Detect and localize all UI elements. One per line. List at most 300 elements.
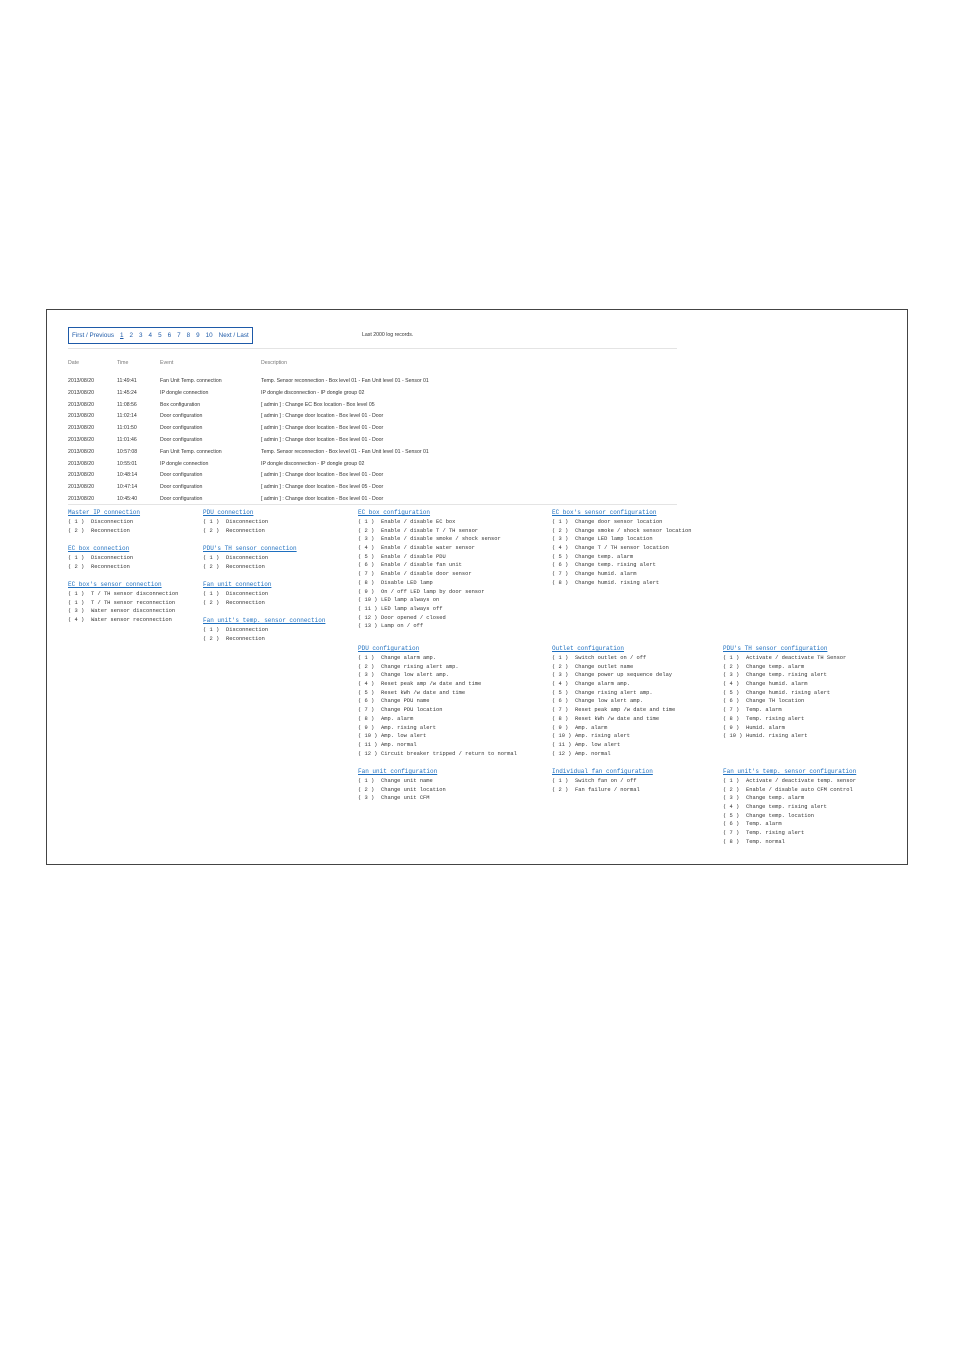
legend-label: Temp. alarm <box>746 821 782 828</box>
legend-label: Reset kWh /w date and time <box>381 689 466 696</box>
legend-code: ( 7 ) <box>358 707 375 714</box>
legend-item <box>358 741 517 750</box>
legend-code: ( 1 ) <box>68 555 85 561</box>
legend-label: LED lamp always off <box>381 605 443 612</box>
legend-item <box>552 777 653 786</box>
first-previous-link[interactable]: First / Previous <box>72 332 114 339</box>
legend-label: Amp. alarm <box>381 715 414 722</box>
legend-code: ( 2 ) <box>203 563 220 570</box>
log-time: 10:48:14 <box>117 472 138 479</box>
legend-label: Enable / disable EC box <box>381 519 456 525</box>
legend-label: Change low alert amp. <box>381 672 449 679</box>
log-event: Door configuration <box>160 472 203 479</box>
legend-title[interactable]: Fan unit connection <box>203 581 272 588</box>
legend-item <box>552 706 675 715</box>
legend-code: ( 1 ) <box>358 778 375 784</box>
legend-item <box>552 535 691 544</box>
legend-code: ( 3 ) <box>358 795 375 802</box>
legend-item <box>552 689 675 698</box>
legend-item <box>723 724 846 733</box>
legend-label: Humid. alarm <box>746 724 785 731</box>
legend-label: Change low alert amp. <box>575 698 643 705</box>
legend-label: Amp. rising alert <box>575 733 630 740</box>
legend-label: Change temp. rising alert <box>746 804 827 811</box>
legend-code: ( 3 ) <box>552 672 569 679</box>
legend-label: Enable / disable water sensor <box>381 545 475 552</box>
legend-code: ( 1 ) <box>68 599 85 606</box>
legend-code: ( 6 ) <box>723 821 740 828</box>
legend-item <box>723 706 846 715</box>
log-description: [ admin ] : Change door location - Box level 01 - Door <box>261 495 384 502</box>
legend-label: Circuit breaker tripped / return to normal <box>381 750 517 757</box>
legend-label: Change outlet name <box>575 663 634 670</box>
legend-title[interactable]: PDU's TH sensor connection <box>203 545 297 552</box>
legend-item <box>68 590 178 599</box>
legend-code: ( 2 ) <box>203 635 220 642</box>
legend-item <box>723 829 856 838</box>
legend-label: Fan failure / normal <box>575 786 640 793</box>
legend-code: ( 5 ) <box>723 689 740 696</box>
legend-code: ( 11 ) <box>358 741 378 748</box>
log-description: [ admin ] : Change door location - Box level 01 - Door <box>261 425 384 432</box>
legend-code: ( 9 ) <box>358 588 375 595</box>
legend-item <box>68 527 140 536</box>
log-date: 2013/08/20 <box>68 484 94 491</box>
legend-item <box>552 724 675 733</box>
log-time: 11:01:50 <box>117 425 137 432</box>
legend-label: Activate / deactivate TH Sensor <box>746 655 847 661</box>
legend-label: Reconnection <box>91 527 130 534</box>
legend-title[interactable]: Fan unit's temp. sensor connection <box>203 617 326 624</box>
legend-item <box>358 535 501 544</box>
legend-code: ( 4 ) <box>358 681 375 688</box>
legend-item <box>723 820 856 829</box>
legend-item <box>723 838 856 847</box>
log-date: 2013/08/20 <box>68 389 94 396</box>
legend-code: ( 7 ) <box>358 571 375 578</box>
legend-label: Change temp. rising alert <box>746 672 827 679</box>
legend-code: ( 12 ) <box>358 750 378 757</box>
legend-label: Humid. rising alert <box>746 733 808 740</box>
legend-code: ( 5 ) <box>552 689 569 696</box>
legend-label: Disconnection <box>226 591 269 597</box>
legend-code: ( 4 ) <box>723 681 740 688</box>
legend-label: Disable LED lamp <box>381 579 433 586</box>
legend-item <box>552 697 675 706</box>
legend-item <box>203 599 271 608</box>
log-time: 11:02:14 <box>117 413 137 420</box>
page-link-9[interactable]: 9 <box>196 332 200 339</box>
legend-code: ( 1 ) <box>203 591 220 597</box>
legend-label: Disconnection <box>226 519 269 525</box>
legend-code: ( 5 ) <box>358 689 375 696</box>
legend-item <box>68 563 133 572</box>
legend-item <box>358 715 517 724</box>
legend-fan-unit-connection <box>203 580 271 607</box>
legend-item <box>358 794 446 803</box>
record-count-note: Last 2000 log records. <box>362 332 414 338</box>
log-description: [ admin ] : Change door location - Box level 01 - Door <box>261 436 384 443</box>
legend-title[interactable]: Master IP connection <box>68 509 141 516</box>
legend-label: Amp. alarm <box>575 724 608 731</box>
legend-item <box>358 689 517 698</box>
legend-label: Change temp. alarm <box>746 663 805 670</box>
page-link-7[interactable]: 7 <box>177 332 181 339</box>
legend-code: ( 8 ) <box>358 579 375 586</box>
legend-label: Activate / deactivate temp. sensor <box>746 778 856 784</box>
legend-code: ( 1 ) <box>723 778 740 784</box>
log-description: [ admin ] : Change door location - Box level 05 - Door <box>261 484 384 491</box>
legend-code: ( 2 ) <box>68 563 85 570</box>
legend-title[interactable]: Individual fan configuration <box>552 768 653 775</box>
legend-code: ( 2 ) <box>203 599 220 606</box>
legend-ec-box-connection <box>68 544 133 571</box>
legend-label: On / off LED lamp by door sensor <box>381 588 485 595</box>
legend-label: Change temp. alarm <box>746 795 805 802</box>
legend-code: ( 7 ) <box>723 707 740 714</box>
legend-title[interactable]: EC box configuration <box>358 509 431 516</box>
legend-item <box>552 786 653 795</box>
log-time: 10:45:40 <box>117 495 138 502</box>
legend-item <box>203 527 268 536</box>
legend-label: Enable / disable PDU <box>381 553 446 560</box>
legend-code: ( 1 ) <box>68 519 85 525</box>
legend-title[interactable]: PDU's TH sensor configuration <box>723 645 828 652</box>
legend-code: ( 6 ) <box>358 562 375 569</box>
legend-code: ( 12 ) <box>552 750 572 757</box>
legend-item <box>723 732 846 741</box>
page-link-2[interactable]: 2 <box>129 332 134 339</box>
legend-item <box>723 663 846 672</box>
legend-item <box>358 777 446 786</box>
legend-label: Reconnection <box>91 563 130 570</box>
legend-fan-unit-temp-sensor-connection <box>203 616 325 643</box>
log-panel <box>46 309 908 865</box>
legend-label: Temp. rising alert <box>746 715 805 722</box>
legend-item <box>358 697 517 706</box>
legend-label: Reconnection <box>226 599 265 606</box>
legend-code: ( 1 ) <box>552 519 569 525</box>
legend-item <box>552 553 691 562</box>
legend-title[interactable]: Fan unit configuration <box>358 768 438 775</box>
log-event: Door configuration <box>160 484 203 491</box>
legend-item <box>203 554 297 563</box>
legend-label: Disconnection <box>91 555 134 561</box>
legend-label: Switch fan on / off <box>575 778 637 784</box>
legend-code: ( 11 ) <box>358 605 378 612</box>
legend-label: Door opened / closed <box>381 614 446 621</box>
log-event: Fan Unit Temp. connection <box>160 448 222 455</box>
legend-item <box>552 680 675 689</box>
legend-title[interactable]: Fan unit's temp. sensor configuration <box>723 768 857 775</box>
log-time: 10:57:08 <box>117 448 138 455</box>
log-event: Door configuration <box>160 425 203 432</box>
legend-item <box>723 803 856 812</box>
legend-label: Change unit CFM <box>381 795 430 802</box>
legend-code: ( 10 ) <box>358 733 378 740</box>
legend-code: ( 7 ) <box>723 830 740 837</box>
legend-item <box>723 654 846 663</box>
legend-item <box>552 663 675 672</box>
legend-code: ( 5 ) <box>552 553 569 560</box>
legend-label: Change smoke / shock sensor location <box>575 527 692 534</box>
legend-code: ( 10 ) <box>723 733 743 740</box>
legend-item <box>358 680 517 689</box>
log-description: Temp. Sensor reconnection - Box level 01 - Fan Unit level 01 - Sensor 01 <box>261 448 429 455</box>
legend-item <box>723 812 856 821</box>
log-date: 2013/08/20 <box>68 495 94 502</box>
legend-label: Reconnection <box>226 527 265 534</box>
legend-code: ( 8 ) <box>723 838 740 845</box>
legend-pdu-configuration <box>358 644 517 758</box>
legend-item <box>358 706 517 715</box>
legend-label: Amp. low alert <box>381 733 427 740</box>
legend-code: ( 2 ) <box>358 663 375 670</box>
log-event: IP dongle connection <box>160 460 209 467</box>
legend-code: ( 1 ) <box>203 627 220 633</box>
legend-code: ( 10 ) <box>358 597 378 604</box>
page-link-8[interactable]: 8 <box>186 332 191 339</box>
legend-code: ( 4 ) <box>723 804 740 811</box>
legend-label: Change door sensor location <box>575 519 663 525</box>
legend-label: Reset peak amp /w date and time <box>381 681 482 688</box>
legend-code: ( 1 ) <box>723 655 740 661</box>
legend-item <box>723 786 856 795</box>
log-description: [ admin ] : Change door location - Box level 01 - Door <box>261 413 384 420</box>
legend-label: Reset peak amp /w date and time <box>575 707 676 714</box>
legend-label: Change temp. rising alert <box>575 562 656 569</box>
log-date: 2013/08/20 <box>68 460 94 467</box>
legend-label: Enable / disable smoke / shock sensor <box>381 536 501 543</box>
log-description: IP dongle disconnection - IP dongle group 02 <box>261 460 365 467</box>
legend-item <box>203 518 268 527</box>
legend-item <box>68 616 178 625</box>
legend-code: ( 3 ) <box>552 536 569 543</box>
legend-code: ( 2 ) <box>723 663 740 670</box>
legend-label: Change power up sequence delay <box>575 672 673 679</box>
legend-code: ( 3 ) <box>723 795 740 802</box>
legend-title[interactable]: PDU connection <box>203 509 254 516</box>
legend-item <box>552 671 675 680</box>
legend-label: Change temp. location <box>746 812 814 819</box>
legend-item <box>358 553 501 562</box>
legend-item <box>358 671 517 680</box>
legend-label: Change temp. alarm <box>575 553 634 560</box>
legend-label: Change unit name <box>381 778 433 784</box>
legend-item <box>68 607 178 616</box>
page-link-6[interactable]: 6 <box>167 332 172 339</box>
legend-label: Change humid. rising alert <box>575 579 660 586</box>
legend-fan-unit-temp-sensor-configuration <box>723 767 856 847</box>
legend-pdu-th-sensor-configuration <box>723 644 846 741</box>
divider <box>68 504 677 505</box>
legend-title[interactable]: EC box's sensor configuration <box>552 509 657 516</box>
legend-item <box>552 561 691 570</box>
legend-item <box>552 741 675 750</box>
legend-item <box>552 654 675 663</box>
legend-item <box>203 635 325 644</box>
legend-label: Disconnection <box>91 519 134 525</box>
legend-code: ( 7 ) <box>552 707 569 714</box>
header-event: Event <box>160 360 174 366</box>
legend-item <box>358 654 517 663</box>
legend-code: ( 5 ) <box>358 553 375 560</box>
legend-item <box>723 671 846 680</box>
legend-title[interactable]: EC box connection <box>68 545 130 552</box>
page-link-3[interactable]: 3 <box>139 332 143 339</box>
legend-label: Change TH location <box>746 698 805 705</box>
header-time: Time <box>117 360 129 366</box>
legend-label: Change alarm amp. <box>575 681 630 688</box>
log-event: Door configuration <box>160 413 203 420</box>
legend-code: ( 2 ) <box>358 527 375 534</box>
legend-code: ( 6 ) <box>723 698 740 705</box>
pagination <box>68 327 253 344</box>
page-link-4[interactable]: 4 <box>148 332 153 339</box>
legend-code: ( 1 ) <box>203 519 220 525</box>
legend-item <box>358 732 517 741</box>
legend-item <box>723 697 846 706</box>
legend-label: Temp. alarm <box>746 707 782 714</box>
legend-code: ( 4 ) <box>552 545 569 552</box>
legend-label: Amp. rising alert <box>381 724 436 731</box>
legend-code: ( 2 ) <box>68 527 85 534</box>
legend-code: ( 2 ) <box>723 786 740 793</box>
legend-item <box>203 626 325 635</box>
legend-code: ( 13 ) <box>358 623 378 630</box>
legend-code: ( 5 ) <box>723 812 740 819</box>
legend-code: ( 1 ) <box>358 519 375 525</box>
log-date: 2013/08/20 <box>68 425 94 432</box>
legend-code: ( 4 ) <box>552 681 569 688</box>
legend-item <box>552 527 691 536</box>
legend-code: ( 9 ) <box>552 724 569 731</box>
log-time: 10:47:14 <box>117 484 138 491</box>
legend-fan-unit-configuration <box>358 767 446 803</box>
log-date: 2013/08/20 <box>68 413 94 420</box>
log-event: Box configuration <box>160 401 201 408</box>
legend-item <box>552 570 691 579</box>
legend-code: ( 3 ) <box>68 608 85 615</box>
legend-item <box>723 680 846 689</box>
legend-ec-box-configuration <box>358 508 501 631</box>
legend-item <box>358 570 501 579</box>
legend-item <box>68 599 178 608</box>
legend-item <box>358 622 501 631</box>
legend-label: LED lamp always on <box>381 597 440 604</box>
legend-item <box>68 554 133 563</box>
legend-item <box>552 518 691 527</box>
legend-item <box>723 777 856 786</box>
legend-label: Switch outlet on / off <box>575 655 647 661</box>
legend-label: Change PDU location <box>381 707 443 714</box>
legend-code: ( 2 ) <box>552 786 569 793</box>
legend-label: Amp. normal <box>381 741 417 748</box>
legend-item <box>552 544 691 553</box>
log-time: 11:08:56 <box>117 401 137 408</box>
legend-title[interactable]: PDU configuration <box>358 645 420 652</box>
log-event: Door configuration <box>160 495 203 502</box>
legend-item <box>358 588 501 597</box>
log-description: [ admin ] : Change door location - Box level 01 - Door <box>261 472 384 479</box>
legend-label: Temp. normal <box>746 838 785 845</box>
legend-label: Water sensor disconnection <box>91 608 176 615</box>
legend-item <box>552 715 675 724</box>
log-date: 2013/08/20 <box>68 378 94 384</box>
legend-label: Change rising alert amp. <box>381 663 459 670</box>
legend-item <box>358 724 517 733</box>
legend-code: ( 3 ) <box>723 672 740 679</box>
page-link-10[interactable]: 10 <box>205 332 213 339</box>
legend-code: ( 2 ) <box>203 527 220 534</box>
log-date: 2013/08/20 <box>68 448 94 455</box>
legend-code: ( 6 ) <box>552 698 569 705</box>
legend-code: ( 1 ) <box>552 655 569 661</box>
legend-label: Change LED lamp location <box>575 536 653 543</box>
legend-item <box>358 663 517 672</box>
legend-master-ip-connection <box>68 508 140 535</box>
legend-item <box>358 527 501 536</box>
legend-item <box>723 689 846 698</box>
legend-label: Lamp on / off <box>381 623 424 630</box>
next-last-link[interactable]: Next / Last <box>218 332 249 339</box>
legend-label: Enable / disable auto CFM control <box>746 786 853 793</box>
log-time: 11:49:41 <box>117 378 137 384</box>
legend-label: Amp. normal <box>575 750 611 757</box>
legend-ec-box-sensor-connection <box>68 580 178 625</box>
legend-title[interactable]: EC box's sensor connection <box>68 581 162 588</box>
legend-item <box>358 544 501 553</box>
legend-code: ( 2 ) <box>552 663 569 670</box>
legend-item <box>723 794 856 803</box>
log-event: Fan Unit Temp. connection <box>160 378 222 384</box>
legend-item <box>552 579 691 588</box>
legend-code: ( 8 ) <box>723 715 740 722</box>
divider <box>68 348 677 349</box>
legend-label: Disconnection <box>226 555 269 561</box>
legend-item <box>552 732 675 741</box>
log-event: Door configuration <box>160 436 203 443</box>
legend-code: ( 1 ) <box>552 778 569 784</box>
page-link-5[interactable]: 5 <box>158 332 162 339</box>
legend-label: Enable / disable fan unit <box>381 562 462 569</box>
legend-label: Amp. low alert <box>575 741 621 748</box>
header-date: Date <box>68 360 79 366</box>
legend-pdu-th-sensor-connection <box>203 544 297 571</box>
legend-outlet-configuration <box>552 644 675 758</box>
log-date: 2013/08/20 <box>68 401 94 408</box>
legend-code: ( 6 ) <box>552 562 569 569</box>
legend-code: ( 3 ) <box>358 672 375 679</box>
legend-title[interactable]: Outlet configuration <box>552 645 625 652</box>
legend-label: Change alarm amp. <box>381 655 436 661</box>
legend-item <box>358 579 501 588</box>
legend-code: ( 4 ) <box>358 545 375 552</box>
legend-label: Change rising alert amp. <box>575 689 653 696</box>
page-link-1[interactable]: 1 <box>120 332 124 339</box>
log-description: Temp. Sensor reconnection - Box level 01 - Fan Unit level 01 - Sensor 01 <box>261 378 429 384</box>
log-time: 11:01:46 <box>117 436 137 443</box>
legend-label: Temp. rising alert <box>746 830 805 837</box>
legend-code: ( 9 ) <box>723 724 740 731</box>
legend-code: ( 1 ) <box>68 591 85 597</box>
legend-label: T / TH sensor disconnection <box>91 591 179 597</box>
legend-item <box>723 715 846 724</box>
legend-label: Reset kWh /w date and time <box>575 715 660 722</box>
legend-label: Enable / disable door sensor <box>381 571 472 578</box>
legend-code: ( 4 ) <box>68 617 85 624</box>
legend-pdu-connection <box>203 508 268 535</box>
